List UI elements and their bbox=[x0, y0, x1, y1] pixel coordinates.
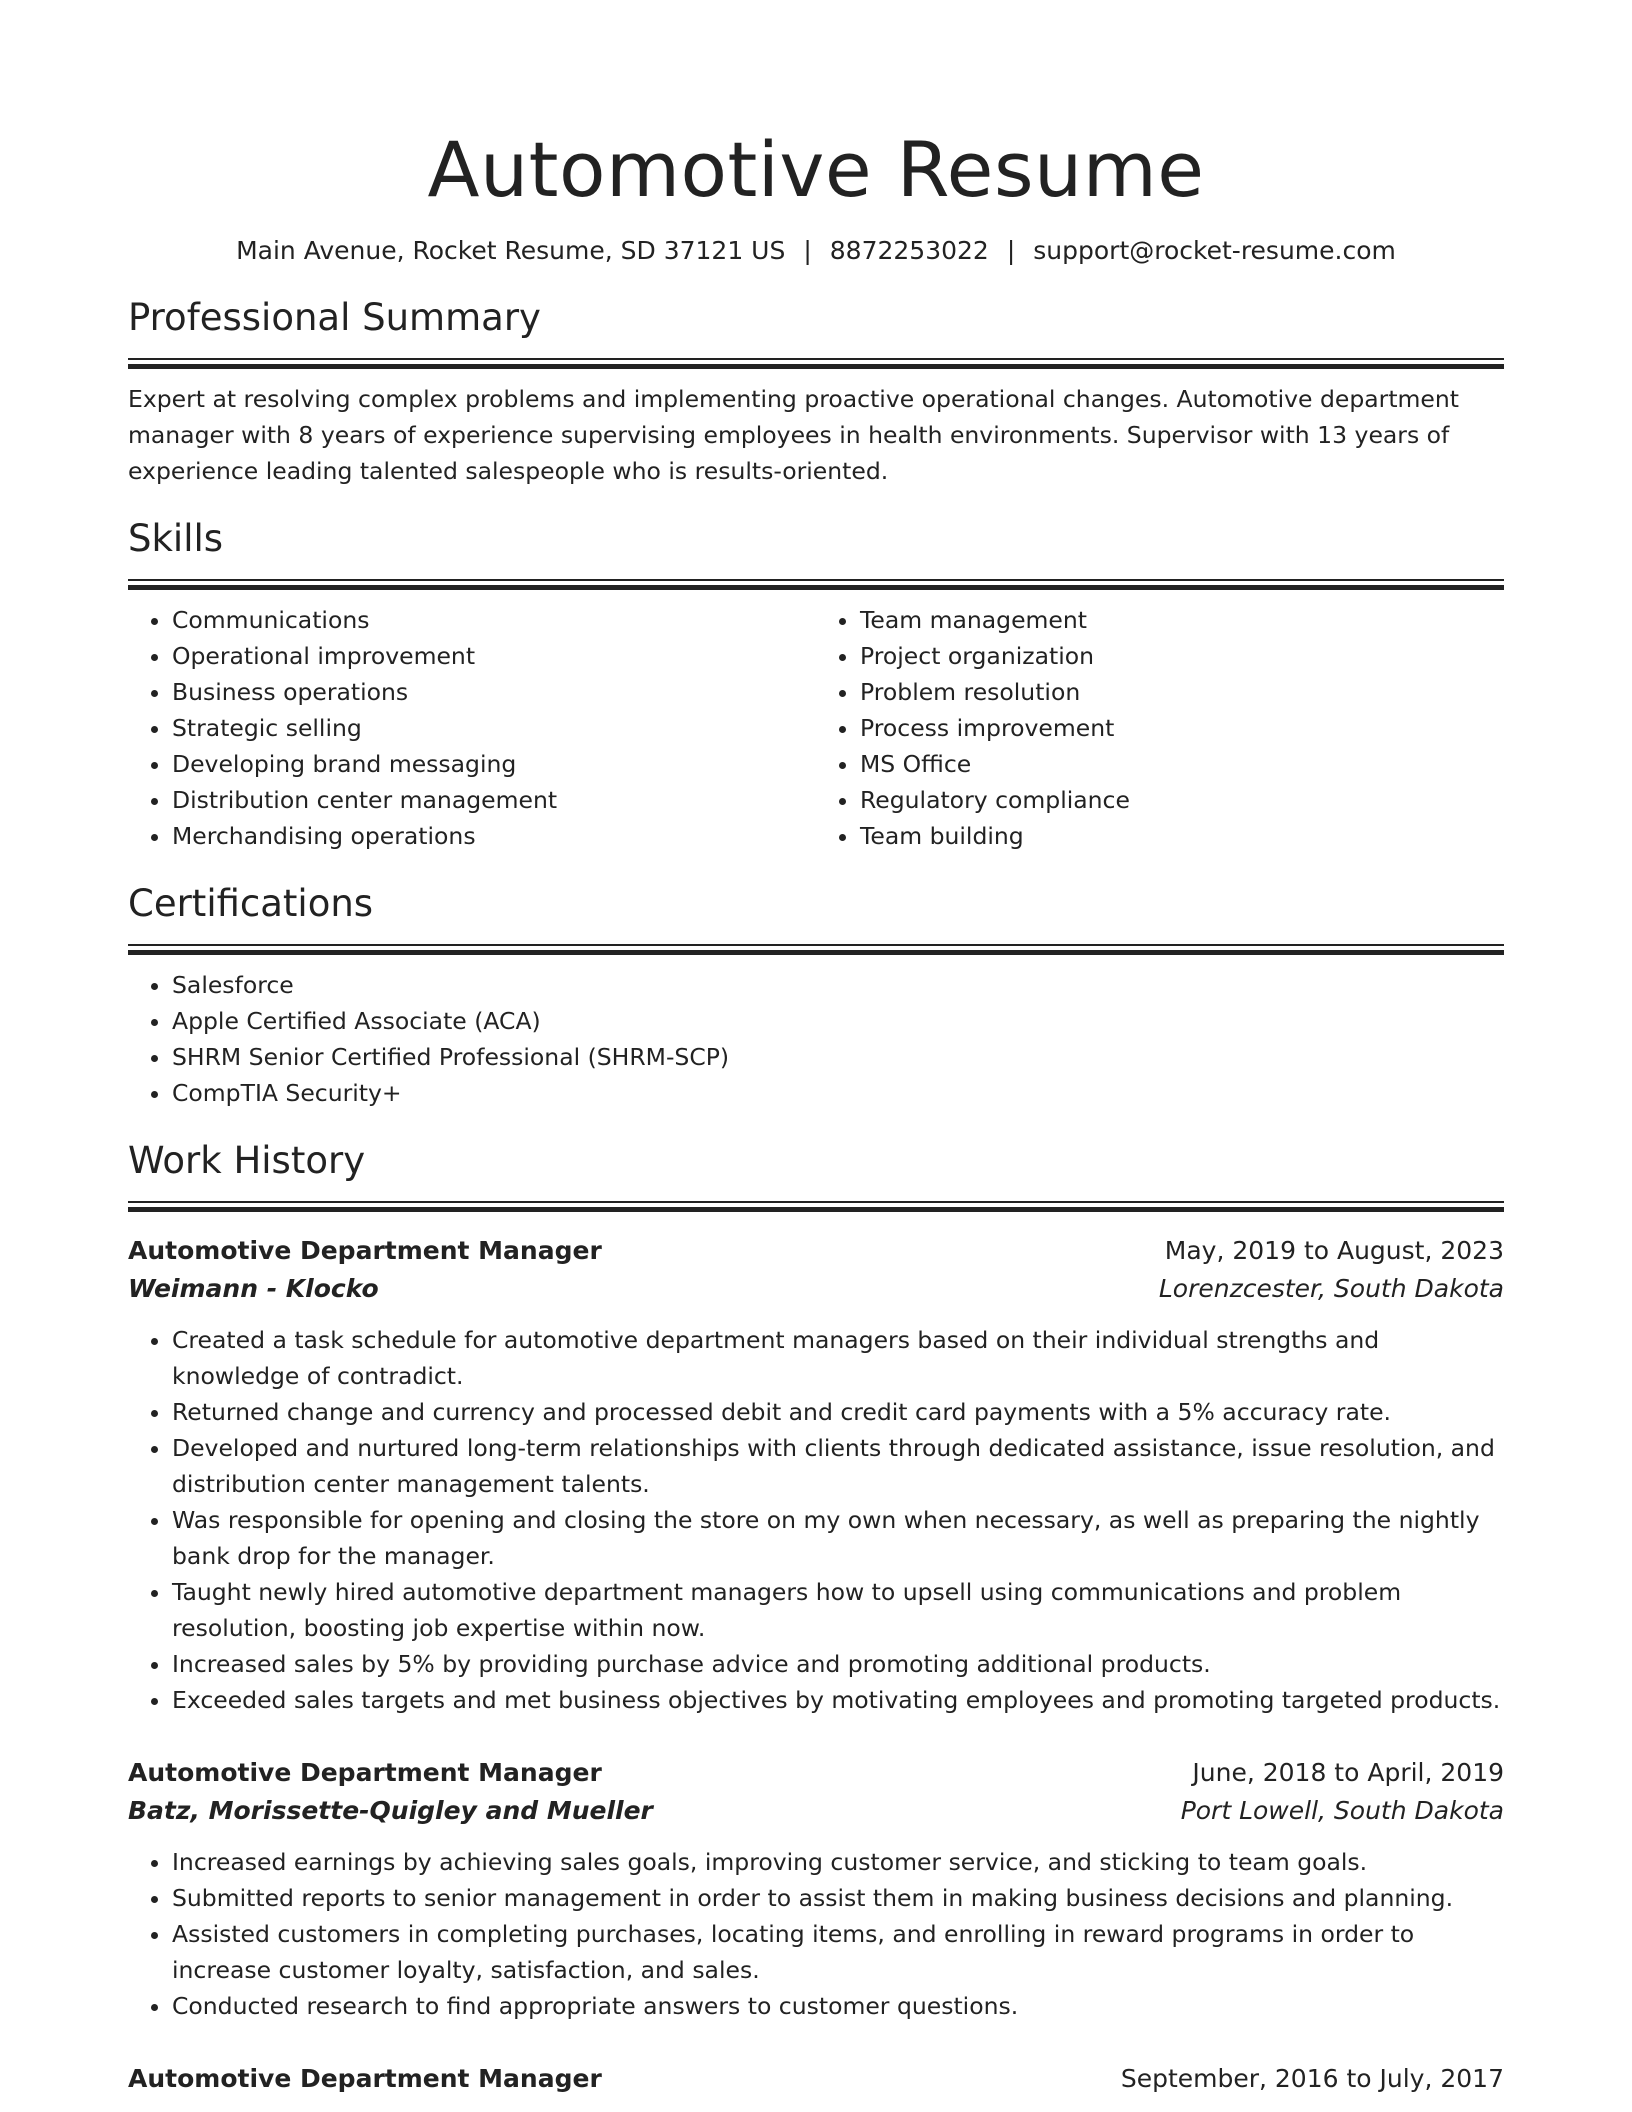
job-location: Port Lowell, South Dakota bbox=[1180, 1796, 1504, 1825]
job-title: Automotive Department Manager bbox=[128, 2064, 602, 2093]
contact-email: support@rocket-resume.com bbox=[1033, 236, 1396, 265]
section-title-skills: Skills bbox=[128, 517, 224, 560]
section-divider bbox=[128, 944, 1504, 955]
skills-list-right bbox=[816, 602, 1504, 854]
job-location: Lorenzcester, South Dakota bbox=[1158, 1274, 1504, 1303]
contact-separator: | bbox=[1006, 236, 1016, 265]
job-bullet: • Increased earnings by achieving sales goals, improving customer service, and sticking to team goals. bbox=[172, 1844, 1504, 1880]
section-title-summary: Professional Summary bbox=[128, 296, 541, 339]
job-dates: May, 2019 to August, 2023 bbox=[1164, 1236, 1504, 1265]
skill-item: • MS Office bbox=[860, 746, 1504, 782]
skills-section bbox=[128, 515, 1504, 854]
contact-line bbox=[128, 234, 1504, 268]
certification-item: • Apple Certified Associate (ACA) bbox=[172, 1003, 1504, 1039]
job-company: Weimann - Klocko bbox=[128, 1274, 379, 1303]
contact-address: Main Avenue, Rocket Resume, SD 37121 US bbox=[236, 236, 786, 265]
skill-item: • Regulatory compliance bbox=[860, 782, 1504, 818]
skills-list-left bbox=[128, 602, 816, 854]
job-bullet: • Exceeded sales targets and met business objectives by motivating employees and promoting targeted products. bbox=[172, 1682, 1504, 1718]
job-entry bbox=[128, 1232, 1504, 1718]
job-bullet: • Conducted research to find appropriate answers to customer questions. bbox=[172, 1988, 1504, 2024]
skill-item: • Merchandising operations bbox=[172, 818, 816, 854]
job-header bbox=[128, 2060, 1504, 2098]
job-bullet: • Submitted reports to senior management in order to assist them in making business decisions and planning. bbox=[172, 1880, 1504, 1916]
contact-phone: 8872253022 bbox=[829, 236, 989, 265]
job-subheader bbox=[128, 1270, 1504, 1308]
summary-text: Expert at resolving complex problems and implementing proactive operational changes. Automotive department manager with 8 years of experience supervising employees in health environments. Supervisor with 13 years of experience leading talented salespeople who is results-oriented. bbox=[128, 385, 1459, 485]
job-title: Automotive Department Manager bbox=[128, 1758, 602, 1787]
summary-section bbox=[128, 294, 1504, 489]
resume-name: Automotive Resume bbox=[427, 125, 1205, 214]
work-history-section bbox=[128, 1137, 1504, 2098]
job-bullet: • Created a task schedule for automotive department managers based on their individual strengths and knowledge of contradict. bbox=[172, 1322, 1504, 1394]
job-bullet: • Returned change and currency and processed debit and credit card payments with a 5% accuracy rate. bbox=[172, 1394, 1504, 1430]
job-entry bbox=[128, 1754, 1504, 2024]
job-bullet: • Was responsible for opening and closing the store on my own when necessary, as well as preparing the nightly bank drop for the manager. bbox=[172, 1502, 1504, 1574]
job-bullets bbox=[128, 1844, 1504, 2024]
job-bullet: • Taught newly hired automotive department managers how to upsell using communications and problem resolution, boosting job expertise within now. bbox=[172, 1574, 1504, 1646]
section-divider bbox=[128, 579, 1504, 590]
job-bullet: • Assisted customers in completing purchases, locating items, and enrolling in reward programs in order to increase customer loyalty, satisfaction, and sales. bbox=[172, 1916, 1504, 1988]
skill-item: • Operational improvement bbox=[172, 638, 816, 674]
job-title: Automotive Department Manager bbox=[128, 1236, 602, 1265]
job-header bbox=[128, 1232, 1504, 1270]
section-divider bbox=[128, 1201, 1504, 1212]
skill-item: • Team management bbox=[860, 602, 1504, 638]
certification-item: • CompTIA Security+ bbox=[172, 1075, 1504, 1111]
resume-content bbox=[128, 122, 1504, 2098]
job-bullet: • Increased sales by 5% by providing purchase advice and promoting additional products. bbox=[172, 1646, 1504, 1682]
job-entry bbox=[128, 2060, 1504, 2098]
job-bullet: • Developed and nurtured long-term relationships with clients through dedicated assistance, issue resolution, and distribution center management talents. bbox=[172, 1430, 1504, 1502]
skill-item: • Team building bbox=[860, 818, 1504, 854]
section-title-certifications: Certifications bbox=[128, 882, 374, 925]
job-bullets bbox=[128, 1322, 1504, 1718]
certifications-section bbox=[128, 880, 1504, 1111]
skill-item: • Strategic selling bbox=[172, 710, 816, 746]
skill-item: • Business operations bbox=[172, 674, 816, 710]
contact-separator: | bbox=[803, 236, 812, 265]
section-title-work-history: Work History bbox=[128, 1139, 366, 1182]
job-dates: September, 2016 to July, 2017 bbox=[1120, 2064, 1504, 2093]
certifications-list bbox=[128, 967, 1504, 1111]
skill-item: • Distribution center management bbox=[172, 782, 816, 818]
skill-item: • Process improvement bbox=[860, 710, 1504, 746]
skill-item: • Developing brand messaging bbox=[172, 746, 816, 782]
skills-grid bbox=[128, 590, 1504, 854]
job-dates: June, 2018 to April, 2019 bbox=[1192, 1758, 1504, 1787]
certification-item: • Salesforce bbox=[172, 967, 1504, 1003]
certification-item: • SHRM Senior Certified Professional (SHRM-SCP) bbox=[172, 1039, 1504, 1075]
job-company: Batz, Morissette-Quigley and Mueller bbox=[128, 1796, 653, 1825]
skill-item: • Project organization bbox=[860, 638, 1504, 674]
job-header bbox=[128, 1754, 1504, 1792]
skill-item: • Communications bbox=[172, 602, 816, 638]
section-divider bbox=[128, 358, 1504, 369]
skill-item: • Problem resolution bbox=[860, 674, 1504, 710]
job-subheader bbox=[128, 1792, 1504, 1830]
